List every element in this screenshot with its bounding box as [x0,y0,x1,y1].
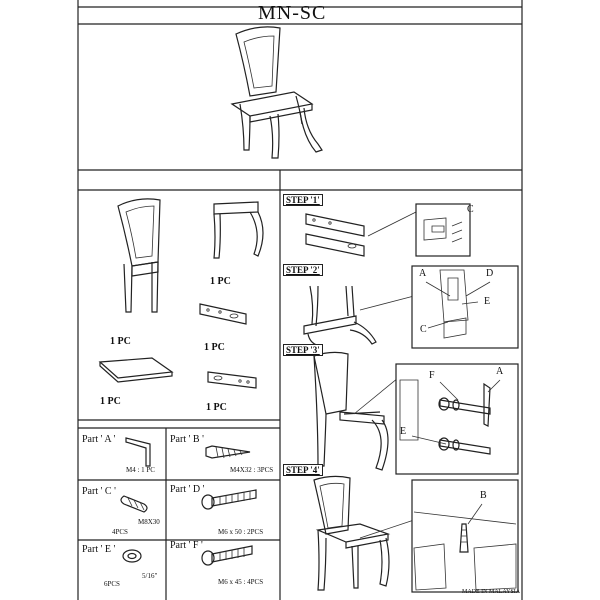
step-1-illustration [306,204,470,256]
step-2-callout-d: D [486,268,494,279]
step-2-callout-c: C [420,324,427,335]
part-c-spec2: M8X30 [138,518,160,526]
bolt-d-icon [202,490,256,509]
part-e-label: Part ' E ' [82,544,116,555]
front-leg-illustration [214,202,263,258]
part-a-spec: M4 : 1 PC [126,466,155,474]
part-c-label: Part ' C ' [82,486,116,497]
step-4-callout-b: B [480,490,487,501]
qty-side-rail-1: 1 PC [204,342,225,353]
seat-cushion-illustration [100,358,172,382]
qty-front-leg: 1 PC [210,276,231,287]
allen-key-icon [126,438,150,466]
step-4-illustration [314,476,518,592]
step-2-label: STEP '2' [283,264,323,276]
part-c-spec: 4PCS [112,528,128,536]
step-3-label: STEP '3' [283,344,323,356]
step-2-callout-e: E [484,296,491,307]
step-3-callout-e: E [400,426,407,437]
dowel-icon [121,496,147,512]
step-3-illustration [314,352,518,474]
qty-side-rail-2: 1 PC [206,402,227,413]
part-d-label: Part ' D ' [170,484,205,495]
part-f-label: Part ' F ' [170,540,203,551]
step-4-label: STEP '4' [283,464,323,476]
part-d-spec: M6 x 50 : 2PCS [218,528,264,536]
part-f-spec: M6 x 45 : 4PCS [218,578,264,586]
part-e-spec2: 5/16" [142,572,158,580]
step-1-callout-c: C [467,204,474,215]
made-in-label: MADE IN MALAYSIA [462,589,521,595]
qty-seat: 1 PC [100,396,121,407]
back-frame-illustration [118,199,160,312]
chair-illustration [232,27,322,158]
part-b-label: Part ' B ' [170,434,204,445]
step-2-callout-a: A [419,268,427,279]
step-3-callout-f: F [429,370,435,381]
part-e-spec: 6PCS [104,580,120,588]
model-title: MN-SC [258,2,327,24]
wood-screw-icon [206,446,250,458]
washer-icon [123,550,141,562]
side-rail-illustration-2 [208,372,256,388]
part-a-label: Part ' A ' [82,434,116,445]
step-3-callout-a: A [496,366,504,377]
step-1-label: STEP '1' [283,194,323,206]
qty-back-frame: 1 PC [110,336,131,347]
part-b-spec: M4X32 : 3PCS [230,466,274,474]
side-rail-illustration-1 [200,304,246,324]
bolt-f-icon [202,546,252,565]
